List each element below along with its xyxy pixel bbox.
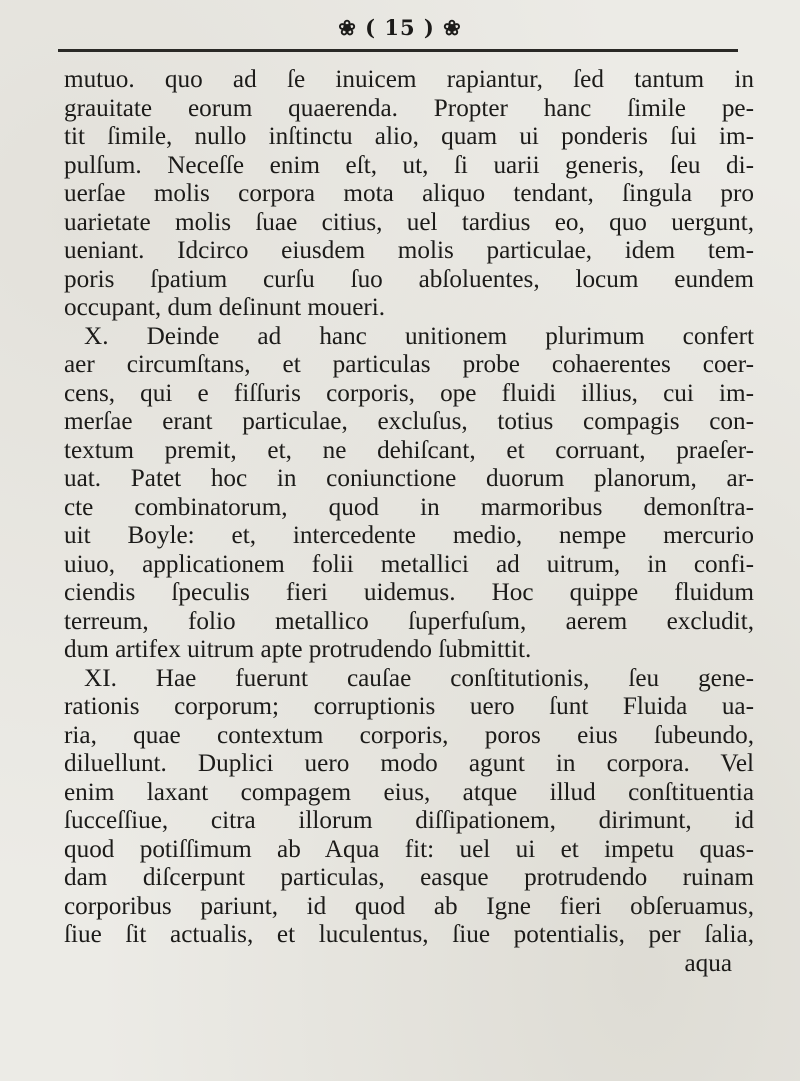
text-line: merſae erant particulae, excluſus, totius compagis con- (64, 408, 754, 435)
text-line: enim laxant compagem eius, atque illud conſtituentia (64, 778, 754, 806)
text-line: diluellunt. Duplici uero modo agunt in corpora. Vel (64, 750, 754, 777)
text-line: aer circumſtans, et particulas probe cohaerentes coer- (64, 351, 754, 378)
text-line: uarietate molis ſuae citius, uel tardius eo, quo uergunt, (64, 208, 754, 236)
text-line: pulſum. Neceſſe enim eſt, ut, ſi uarii generis, ſeu di- (64, 151, 754, 179)
text-line: ſiue ſit actualis, et luculentus, ſiue potentialis, per ſalia, (64, 921, 754, 948)
text-line: ſucceſſiue, citra illorum diſſipationem, dirimunt, id (64, 807, 754, 834)
body-text (64, 66, 754, 978)
text-line: ueniant. Idcirco eiusdem molis particulae, idem tem- (64, 237, 754, 264)
text-line: uat. Patet hoc in coniunctione duorum planorum, ar- (64, 465, 754, 492)
header-rule (58, 49, 738, 52)
text-line: textum premit, et, ne dehiſcant, et corruant, praeſer- (64, 436, 754, 464)
text-line: corporibus pariunt, id quod ab Igne fieri obſeruamus, (64, 892, 754, 920)
page-number-header: ❀ ( 15 ) ❀ (338, 15, 462, 40)
text-line: occupant, dum deſinunt moueri. (64, 294, 386, 321)
text-line: uerſae molis corpora mota aliquo tendant, ſingula pro (64, 180, 754, 207)
text-line: grauitate eorum quaerenda. Propter hanc ſimile pe- (64, 94, 754, 122)
text-line: quod potiſſimum ab Aqua fit: uel ui et impetu quas- (64, 835, 754, 863)
catchword: aqua (684, 949, 732, 977)
text-line: uiuo, applicationem folii metallici ad uitrum, in confi- (64, 550, 754, 578)
paragraph-x-start: X. Deinde ad hanc unitionem plurimum confert (84, 322, 754, 350)
text-line: cte combinatorum, quod in marmoribus demonſtra- (64, 493, 754, 521)
text-line: dum artifex uitrum apte protrudendo ſubmittit. (64, 636, 532, 663)
text-line: rationis corporum; corruptionis uero ſunt Fluida ua- (64, 693, 754, 720)
paragraph-xi-start: XI. Hae fuerunt cauſae conſtitutionis, ſeu gene- (84, 664, 754, 692)
text-line: uit Boyle: et, intercedente medio, nempe mercurio (64, 522, 754, 549)
text-line: ria, quae contextum corporis, poros eius ſubeundo, (64, 721, 754, 749)
text-line: ciendis ſpeculis fieri uidemus. Hoc quippe fluidum (64, 579, 754, 606)
text-line: dam diſcerpunt particulas, easque protrudendo ruinam (64, 864, 754, 891)
text-line: cens, qui e fiſſuris corporis, ope fluidi illius, cui im- (64, 379, 754, 407)
text-line: terreum, folio metallico ſuperfuſum, aerem excludit, (64, 607, 754, 635)
text-line: poris ſpatium curſu ſuo abſoluentes, locum eundem (64, 265, 754, 293)
text-line: mutuo. quo ad ſe inuicem rapiantur, ſed tantum in (64, 66, 754, 93)
text-line: tit ſimile, nullo inſtinctu alio, quam ui ponderis ſui im- (64, 123, 754, 150)
